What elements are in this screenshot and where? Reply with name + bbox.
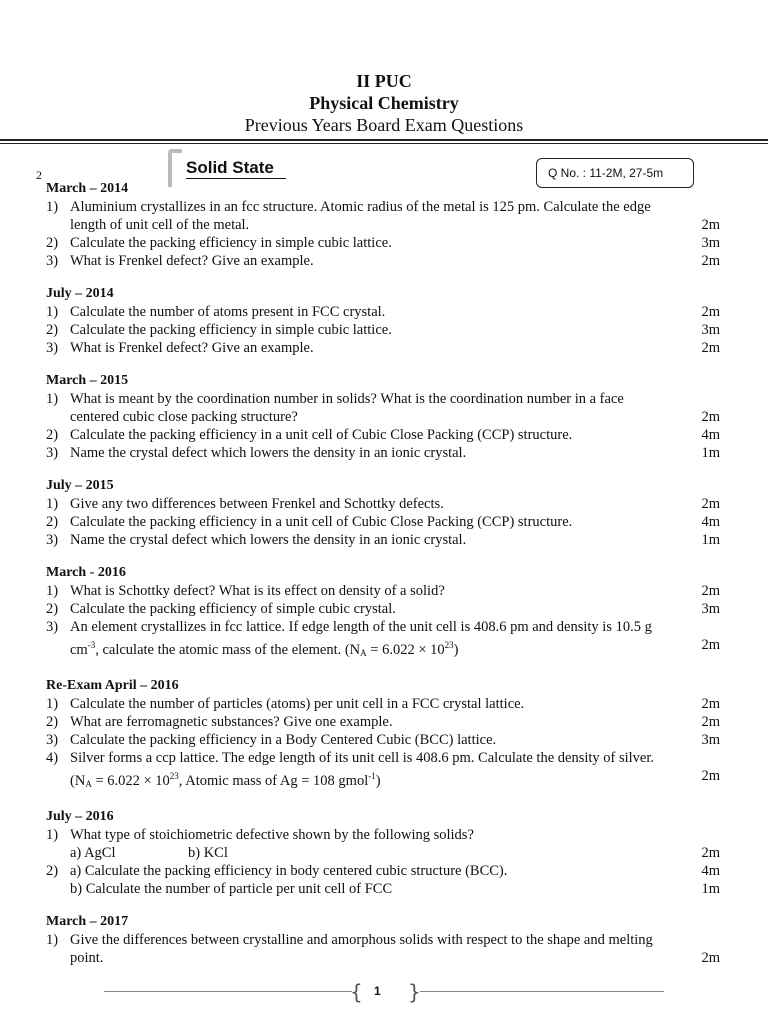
question bbox=[46, 390, 720, 408]
question-list bbox=[46, 180, 720, 982]
section-title: March - 2016 bbox=[46, 565, 126, 580]
text-run: ) bbox=[375, 772, 381, 789]
question-text: What is meant by the coordination number in solids? What is the coordination number in a face bbox=[70, 391, 624, 407]
question-text: length of unit cell of the metal. bbox=[70, 217, 250, 233]
question-text bbox=[70, 636, 684, 662]
text-run: = 6.022 × 10 bbox=[91, 772, 170, 789]
question-text: What are ferromagnetic substances? Give one example. bbox=[70, 713, 393, 730]
question-text: Calculate the packing efficiency in simple cubic lattice. bbox=[70, 322, 392, 338]
superscript: 23 bbox=[169, 770, 179, 781]
text-run: cm bbox=[70, 641, 88, 658]
chapter-title: Solid State bbox=[186, 158, 286, 179]
question-marks: 4m bbox=[701, 514, 720, 530]
question-number: 1) bbox=[46, 199, 59, 215]
question bbox=[46, 749, 720, 767]
question-number: 3) bbox=[46, 619, 59, 635]
section-title: July – 2014 bbox=[46, 286, 114, 301]
question bbox=[46, 713, 720, 731]
section-march-2017 bbox=[46, 913, 720, 967]
question-marks: 2m bbox=[701, 217, 720, 233]
question-number: 1) bbox=[46, 391, 59, 407]
question-marks: 2m bbox=[701, 713, 720, 730]
question-marks: 1m bbox=[701, 880, 720, 897]
section-title: July – 2015 bbox=[46, 478, 114, 493]
question bbox=[46, 495, 720, 513]
question bbox=[46, 303, 720, 321]
question-continuation bbox=[46, 408, 720, 426]
question-marks: 2m bbox=[701, 496, 720, 512]
section-march-2015 bbox=[46, 372, 720, 462]
question-text: Calculate the number of particles (atoms) per unit cell in a FCC crystal lattice. bbox=[70, 695, 525, 712]
question bbox=[46, 731, 720, 749]
question bbox=[46, 931, 720, 949]
question bbox=[46, 582, 720, 600]
section-title: March – 2014 bbox=[46, 181, 129, 196]
question-marks: 2m bbox=[701, 637, 720, 653]
question-text: Calculate the packing efficiency of simple cubic crystal. bbox=[70, 601, 396, 617]
question-text: Calculate the packing efficiency in a unit cell of Cubic Close Packing (CCP) structure. bbox=[70, 514, 573, 530]
question bbox=[46, 444, 720, 462]
text-run: , calculate the atomic mass of the element. (N bbox=[95, 641, 361, 658]
section-title: July – 2016 bbox=[46, 808, 114, 824]
question-number: 2) bbox=[46, 601, 59, 617]
superscript: -1 bbox=[368, 770, 376, 781]
question-text: An element crystallizes in fcc lattice. If edge length of the unit cell is 408.6 pm and density is 10.5 g bbox=[70, 619, 652, 635]
question-text: Calculate the number of atoms present in FCC crystal. bbox=[70, 304, 386, 320]
question-text: Name the crystal defect which lowers the density in an ionic crystal. bbox=[70, 445, 467, 461]
question-continuation bbox=[46, 636, 720, 662]
header-rule-thick bbox=[0, 139, 768, 141]
question bbox=[46, 234, 720, 252]
question bbox=[46, 252, 720, 270]
question-number: 1) bbox=[46, 583, 59, 599]
question-number: 3) bbox=[46, 253, 59, 269]
text-run: ) bbox=[453, 641, 459, 658]
question-marks: 3m bbox=[701, 601, 720, 617]
question-marks: 1m bbox=[701, 532, 720, 548]
option-a: a) AgCl bbox=[70, 844, 116, 861]
document-subtitle: Previous Years Board Exam Questions bbox=[244, 115, 524, 135]
question-text: What is Frenkel defect? Give an example. bbox=[70, 340, 314, 356]
question-text: a) Calculate the packing efficiency in body centered cubic structure (BCC). bbox=[70, 862, 508, 879]
question-continuation bbox=[46, 880, 720, 898]
text-run: (N bbox=[70, 772, 86, 789]
question bbox=[46, 513, 720, 531]
class-title: II PUC bbox=[356, 71, 412, 91]
question-number: 2) bbox=[46, 514, 59, 530]
page-header bbox=[0, 70, 768, 136]
chapter-number: 2 bbox=[36, 168, 42, 182]
question-marks: 2m bbox=[701, 304, 720, 320]
question-marks: 4m bbox=[701, 427, 720, 443]
footer-bracket-left: { bbox=[350, 980, 363, 1004]
footer-bracket-right: } bbox=[408, 980, 421, 1004]
question bbox=[46, 339, 720, 357]
subscript: A bbox=[85, 778, 92, 789]
question bbox=[46, 426, 720, 444]
superscript: -3 bbox=[87, 640, 96, 650]
text-run: , Atomic mass of Ag = 108 gmol bbox=[178, 772, 369, 789]
question-marks: 3m bbox=[701, 322, 720, 338]
section-title: March – 2017 bbox=[46, 913, 129, 929]
question-text: What is Frenkel defect? Give an example. bbox=[70, 253, 314, 269]
question-marks: 3m bbox=[701, 731, 720, 748]
question-number: 2) bbox=[46, 862, 59, 879]
question-marks: 2m bbox=[701, 844, 720, 861]
footer-rule-right bbox=[420, 991, 664, 992]
question-text: Calculate the packing efficiency in a unit cell of Cubic Close Packing (CCP) structure. bbox=[70, 427, 573, 443]
question-text: Name the crystal defect which lowers the density in an ionic crystal. bbox=[70, 532, 467, 548]
section-july-2015 bbox=[46, 477, 720, 549]
section-march-2014 bbox=[46, 180, 720, 270]
subject-title: Physical Chemistry bbox=[309, 93, 459, 113]
question-number: 3) bbox=[46, 532, 59, 548]
question-text: What is Schottky defect? What is its effect on density of a solid? bbox=[70, 583, 445, 599]
question bbox=[46, 695, 720, 713]
question-text: Calculate the packing efficiency in a Body Centered Cubic (BCC) lattice. bbox=[70, 731, 497, 748]
question-text: What type of stoichiometric defective shown by the following solids? bbox=[70, 826, 474, 843]
section-title: March – 2015 bbox=[46, 373, 129, 388]
question-marks: 2m bbox=[701, 583, 720, 599]
text-run: = 6.022 × 10 bbox=[366, 641, 445, 658]
section-july-2016 bbox=[46, 808, 720, 898]
question-number: 2) bbox=[46, 235, 59, 251]
question-marks: 2m bbox=[701, 695, 720, 712]
question-marks: 2m bbox=[701, 409, 720, 425]
question-marks: 2m bbox=[701, 253, 720, 269]
question-marks: 1m bbox=[701, 445, 720, 461]
question bbox=[46, 618, 720, 636]
page-footer bbox=[0, 980, 768, 1004]
question-continuation bbox=[46, 216, 720, 234]
question-continuation bbox=[46, 767, 720, 793]
question-text: Silver forms a ccp lattice. The edge length of its unit cell is 408.6 pm. Calculate the density of silver. bbox=[70, 749, 655, 766]
section-reexam-april-2016 bbox=[46, 677, 720, 793]
section-march-2016 bbox=[46, 564, 720, 662]
question-marks: 2m bbox=[701, 340, 720, 356]
question-text: centered cubic close packing structure? bbox=[70, 409, 298, 425]
section-july-2014 bbox=[46, 285, 720, 357]
question-number: 1) bbox=[46, 826, 59, 843]
question-text: b) Calculate the number of particle per unit cell of FCC bbox=[70, 880, 393, 897]
question-number: 1) bbox=[46, 304, 59, 320]
question-number: 1) bbox=[46, 695, 59, 712]
question-number: 1) bbox=[46, 496, 59, 512]
question-options bbox=[46, 844, 720, 862]
question-number-text: Q No. : 11-2M, 27-5m bbox=[548, 166, 664, 180]
question bbox=[46, 321, 720, 339]
header-rule-thin bbox=[0, 143, 768, 144]
question-text: Give the differences between crystalline and amorphous solids with respect to the shape and melting bbox=[70, 931, 653, 948]
question bbox=[46, 531, 720, 549]
question-text bbox=[70, 767, 684, 793]
question bbox=[46, 862, 720, 880]
question-number: 3) bbox=[46, 445, 59, 461]
question bbox=[46, 826, 720, 844]
question-number: 2) bbox=[46, 427, 59, 443]
question-marks: 3m bbox=[701, 235, 720, 251]
question-number: 1) bbox=[46, 931, 59, 948]
question-number: 2) bbox=[46, 322, 59, 338]
question-marks: 4m bbox=[701, 862, 720, 879]
question-text: Calculate the packing efficiency in simple cubic lattice. bbox=[70, 235, 392, 251]
question-text: point. bbox=[70, 949, 104, 966]
question-marks: 2m bbox=[701, 949, 720, 966]
question bbox=[46, 600, 720, 618]
question-number: 3) bbox=[46, 340, 59, 356]
page-number: 1 bbox=[374, 984, 381, 998]
question-text: Aluminium crystallizes in an fcc structure. Atomic radius of the metal is 125 pm. Calculate the edge bbox=[70, 199, 651, 215]
superscript: 23 bbox=[444, 640, 454, 650]
question-continuation bbox=[46, 949, 720, 967]
question-text: Give any two differences between Frenkel and Schottky defects. bbox=[70, 496, 444, 512]
question bbox=[46, 198, 720, 216]
subscript: A bbox=[360, 647, 367, 658]
question-number: 3) bbox=[46, 731, 59, 748]
footer-rule-left bbox=[104, 991, 352, 992]
question-number: 2) bbox=[46, 713, 59, 730]
option-b: b) KCl bbox=[188, 844, 228, 861]
section-title: Re-Exam April – 2016 bbox=[46, 677, 179, 693]
question-marks: 2m bbox=[701, 767, 720, 784]
question-number: 4) bbox=[46, 749, 59, 766]
